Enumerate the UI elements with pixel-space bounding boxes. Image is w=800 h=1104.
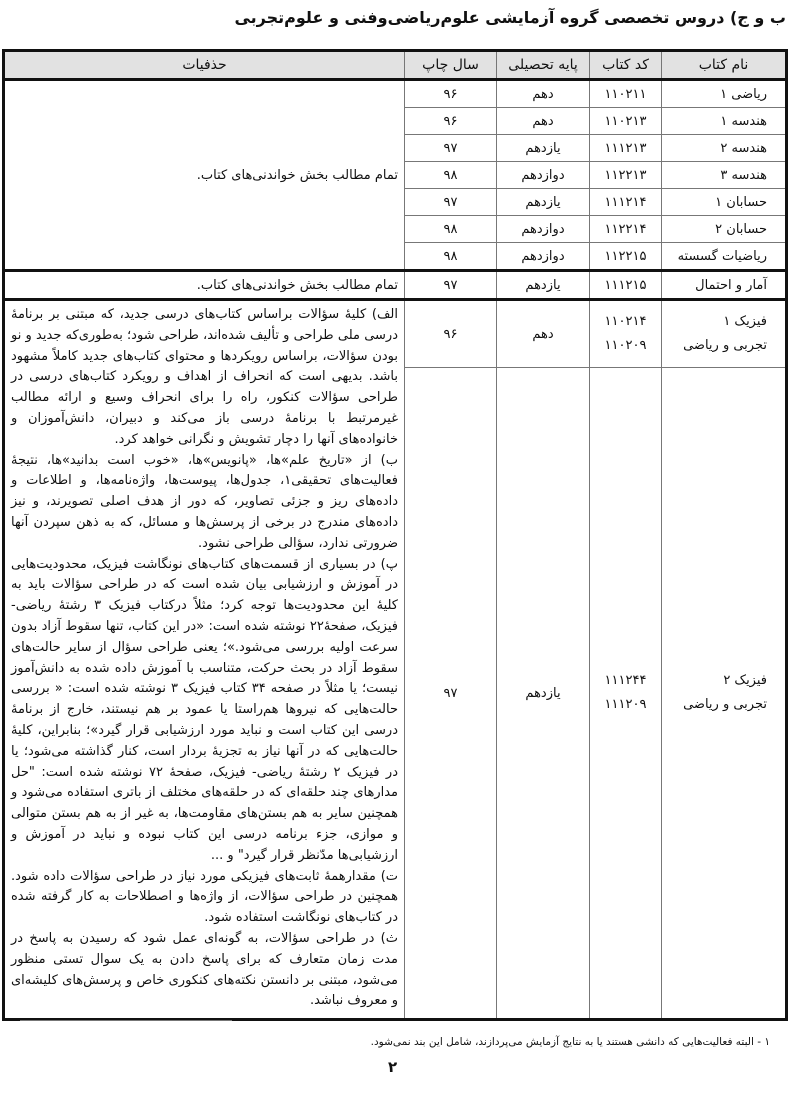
deletion-item-be: ب) از «تاریخ علم»ها، «پانویس»ها، «خوب است بدانید»ها، نتیجهٔ فعالیت‌های تحقیقی۱، جدول‌ها، پیوست‌ها، واژه‌نامه‌ها، و اطلاعات و داده‌های ریز و جزئی تصاویر، که دور از هدف اصلی تصویرند، و نیز داده‌های مندرج در برخی از پرسش‌ها و مسائل، که به ذهن سپردن آنها ضرورتی ندارد، سؤالی طراحی نشود. [11, 452, 399, 551]
book-name [662, 368, 787, 1020]
book-code: ۱۱۰۲۱۳ [590, 108, 662, 135]
deletion-item-pe: پ) در بسیاری از قسمت‌های کتاب‌های نونگاشت فیزیک، محدودیت‌هایی در آموزش و ارزشیابی بیان شده است که در طراحی سؤالات باید به کلیهٔ این محدودیت‌ها توجه کرد؛ مثلاً درکتاب فیزیک ۳ رشتهٔ ریاضی- فیزیک، صفحهٔ۲۲ نوشته شده است: «در این کتاب، تنها سقوط آزاد بدون سرعت اولیه بررسی می‌شود.»؛ یعنی طراحی سؤال از سایر حالت‌های سقوط آزاد در بحث حرکت، متناسب با آموزش داده شده به دانش‌آموز نیست؛ یا مثلاً در صفحه ۳۴ کتاب فیزیک ۳ نوشته شده است: « بررسی حالت‌هایی که نیروها هم‌راستا یا عمود بر هم نیستند، خارج از برنامهٔ درسی این کتاب است و نباید مورد ارزشیابی قرار گیرد»؛ بنابراین، کلیهٔ حالت‌هایی که در آنها نیاز به تجزیهٔ بردار است، کنار گذاشته می‌شود؛ یا در فیزیک ۲ رشتهٔ ریاضی- فیزیک، صفحهٔ ۷۲ نوشته شده است: "حل مدارهای چند حلقه‌ای که در حلقه‌های مختلف از باتری استفاده می‌شود و همچنین سایر به هم بستن‌های مقاومت‌ها، به غیر از به هم بستن متوالی و موازی، جزء برنامه درسی این کتاب نبوده و نباید در آموزش و ارزشیابی‌ها مدّنظر قرار گیرد" و ... [11, 556, 398, 863]
book-code: ۱۱۲۲۱۵ [590, 243, 662, 271]
book-name-line1: فیزیک ۲ [723, 673, 767, 689]
deletion-item-alef: الف) کلیهٔ سؤالات براساس کتاب‌های درسی جدید، که مبتنی بر برنامهٔ درسی ملی طراحی و تألیف شده‌اند، طراحی شود؛ به‌طوری‌که جدید و نو بودن سؤالات، براساس رویکردها و محتوای کتاب‌های جدید کاملاً مشهود باشد. بدیهی است که انحراف از اهداف و رویکرد کتاب‌های درسی در طراحی سؤالات کنکور، راه را برای انحراف وسیع و ارائه مطالب غیرمرتبط با برنامهٔ درسی باز می‌کند و دبیران، دانش‌آموزان و خانواده‌های آنها را دچار تشویش و نگرانی خواهد کرد. [11, 307, 398, 447]
book-name: حسابان ۲ [662, 216, 787, 243]
book-code: ۱۱۱۲۰۹ [604, 697, 647, 713]
section-title: ب و ج) دروس تخصصی گروه آزمایشی علوم‌ریاضی‌وفنی و علوم‌تجربی [234, 8, 786, 27]
header-deletions: حذفیات [4, 51, 405, 80]
deletions-cell: تمام مطالب بخش خواندنی‌های کتاب. [4, 80, 405, 271]
page-number: ۲ [388, 1058, 398, 1076]
book-code: ۱۱۰۲۰۹ [604, 338, 647, 354]
table-row [4, 271, 787, 300]
grade: دهم [497, 108, 590, 135]
deletion-item-te: ت) مقدارهمهٔ ثابت‌های فیزیکی مورد نیاز در طراحی سؤالات داده شود. همچنین در طراحی سؤالات، از واژه‌ها و اصطلاحات به کار گرفته شده در کتاب‌های نونگاشت استفاده شود. [11, 868, 398, 926]
book-code: ۱۱۰۲۱۱ [590, 80, 662, 108]
book-codes [590, 300, 662, 368]
deletion-item-se: ث) در طراحی سؤالات، به گونه‌ای عمل شود که رسیدن به پاسخ در مدت زمان متعارف که برای پاسخ دادن به یک سوال تستی منظور می‌شود، مبتنی بر دانستن نکته‌های کنکوری خاص و پرسش‌های کلیشه‌ای و معروف نباشد. [11, 930, 398, 1009]
book-code: ۱۱۱۲۱۳ [590, 135, 662, 162]
print-year: ۹۷ [405, 368, 497, 1020]
print-year: ۹۶ [405, 80, 497, 108]
header-book-code: کد کتاب [590, 51, 662, 80]
book-codes [590, 368, 662, 1020]
grade: دهم [497, 80, 590, 108]
book-name-line2: تجربی و ریاضی [683, 697, 767, 713]
print-year: ۹۸ [405, 216, 497, 243]
book-name: ریاضی ۱ [662, 80, 787, 108]
print-year: ۹۷ [405, 135, 497, 162]
book-code: ۱۱۱۲۴۴ [604, 673, 647, 689]
book-name: هندسه ۳ [662, 162, 787, 189]
book-name-line2: تجربی و ریاضی [683, 338, 767, 354]
book-code: ۱۱۰۲۱۴ [604, 314, 647, 330]
courses-table [2, 49, 788, 1021]
footnote: ۱ - البته فعالیت‌هایی که دانشی هستند یا به نتایج آزمایش می‌پردازند، شامل این بند نمی‌شود. [370, 1036, 770, 1048]
grade: یازدهم [497, 271, 590, 300]
header-grade: پایه تحصیلی [497, 51, 590, 80]
table-header-row [4, 51, 787, 80]
physics-deletions-cell [4, 300, 405, 1020]
print-year: ۹۷ [405, 189, 497, 216]
book-code: ۱۱۱۲۱۵ [590, 271, 662, 300]
book-name-line1: فیزیک ۱ [723, 314, 767, 330]
footnote-separator [20, 1020, 232, 1021]
print-year: ۹۸ [405, 243, 497, 271]
table-row-physics-1 [4, 300, 787, 368]
header-print-year: سال چاپ [405, 51, 497, 80]
book-name: ریاضیات گسسته [662, 243, 787, 271]
book-code: ۱۱۱۲۱۴ [590, 189, 662, 216]
table-row [4, 80, 787, 108]
deletions-cell: تمام مطالب بخش خواندنی‌های کتاب. [4, 271, 405, 300]
book-name: حسابان ۱ [662, 189, 787, 216]
book-name: هندسه ۱ [662, 108, 787, 135]
print-year: ۹۶ [405, 300, 497, 368]
grade: دوازدهم [497, 243, 590, 271]
book-name: آمار و احتمال [662, 271, 787, 300]
book-code: ۱۱۲۲۱۳ [590, 162, 662, 189]
grade: یازدهم [497, 135, 590, 162]
grade: دهم [497, 300, 590, 368]
print-year: ۹۸ [405, 162, 497, 189]
book-name: هندسه ۲ [662, 135, 787, 162]
grade: دوازدهم [497, 216, 590, 243]
book-name [662, 300, 787, 368]
book-code: ۱۱۲۲۱۴ [590, 216, 662, 243]
print-year: ۹۶ [405, 108, 497, 135]
grade: یازدهم [497, 368, 590, 1020]
grade: دوازدهم [497, 162, 590, 189]
header-book-name: نام کتاب [662, 51, 787, 80]
grade: یازدهم [497, 189, 590, 216]
print-year: ۹۷ [405, 271, 497, 300]
